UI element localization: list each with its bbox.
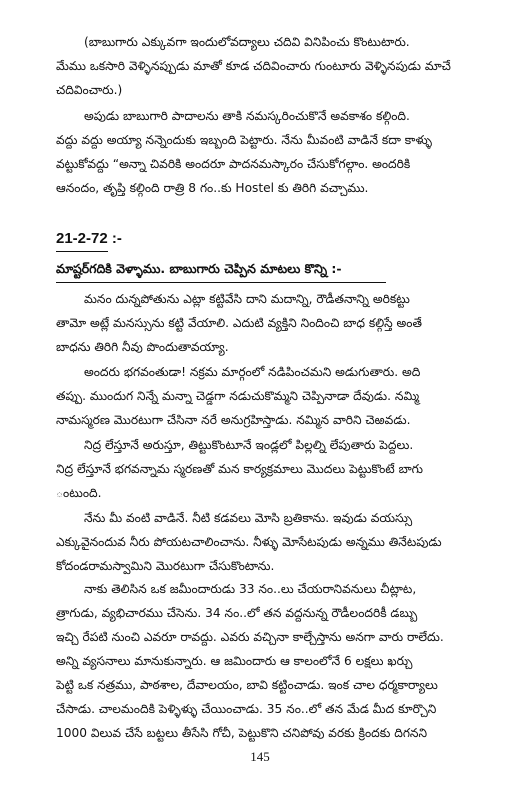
section-heading: మాష్టర్‌గదికి వెళ్ళాము. బాబుగారు చెప్పిన మాటలు కొన్ని :-: [56, 261, 342, 276]
text-line: అన్ని వ్యసనాలు మానుకున్నారు. ఆ జమిందారు ఆ కాలంలోనే 6 లక్షలు ఖర్చు: [56, 654, 413, 668]
page-number: 145: [250, 749, 270, 764]
date-underline: [56, 251, 108, 252]
text-line: అపుడు బాబుగారి పాదాలను తాకి నమస్కరించుకొనే అవకాశం కల్గింది.: [84, 109, 410, 123]
text-line: పెట్టి ఒక నత్రము, పాఠశాల, దేవాలయం, బావి కట్టించాడు. ఇంక చాల ధర్మకార్యాలు: [56, 678, 438, 692]
text-line: తామో అట్లే మనస్సును కట్టి వేయాలి. ఎదుటి వ్యక్తిని నిందించి బాధ కల్గిస్తే అంతే: [56, 316, 422, 330]
text-line: ఇచ్చి రేపటి నుంచి ఎవరూ రావద్దు. ఎవరు వచ్చినా కాల్చేస్తాను అనగా వారు రాలేదు.: [56, 630, 444, 644]
paragraph: [56, 287, 502, 359]
text-line: నిద్ర లేస్తూనే భగవన్నామ స్మరణతో మన కార్యక్రమాలు మొదలు పెట్టుకొంటే బాగు: [56, 462, 423, 476]
paragraph: [56, 104, 502, 200]
text-line: వద్దు వద్దు అయ్యా నన్నెందుకు ఇబ్బంది పెట్టారు. నేను మీవంటి వాడినే కదా కాళ్ళు: [56, 133, 433, 147]
text-line: మనం దున్నపోతును ఎట్లా కట్టివేసి దాని మదాన్ని, రౌడీతనాన్ని అరికట్టు: [84, 292, 410, 306]
text-line: చేసాడు. చాలమందికి పెళ్ళిళ్ళు చేయించాడు. 35 నం..లో తన మేడ మీద కూర్చొని: [56, 702, 437, 716]
text-line: బాధను తిరిగి నీవు పొందుతావయ్యా.: [56, 340, 229, 354]
text-line: అందరు భగవంతుడా! నక్రమ మార్గంలో నడిపించమని అడుగుతారు. అది: [84, 365, 421, 379]
paragraph: [56, 360, 502, 432]
text-line: ఆనందం, తృప్తి కల్గింది రాత్రి 8 గం..కు Hostel కు తిరిగి వచ్చాము.: [56, 181, 369, 195]
paragraph: [56, 506, 502, 578]
text-line: ఎక్కువైనందువ నీరు పోయటచాలించాను. నీళ్ళు మోసేటపుడు అన్నము తినేటపుడు: [56, 535, 442, 549]
text-line: మేము ఒకసారి వెళ్ళినప్పుడు మాతో కూడ చదివించారు గుంటూరు వెళ్ళినపుడు మాచే: [56, 59, 451, 73]
paragraph: [56, 30, 502, 102]
text-line: త్రాగుడు, వ్యభిచారము చేసెను. 34 నం..లో తన వద్దనున్న రౌడీలందరికీ డబ్బు: [56, 606, 418, 620]
paragraph: [56, 577, 502, 745]
text-line: నేను మీ వంటి వాడినే. నీటి కడవలు మోసి బ్రతికాను. ఇవుడు వయస్సు: [84, 511, 413, 525]
text-line: తప్పు. ముందుగ నిన్నే మన్నా చెడ్డగా నడుచుకొమ్మని చెప్పినాడా దేవుడు. నమ్మి: [56, 389, 420, 403]
date-heading: 21-2-72 :-: [56, 230, 122, 247]
text-line: నామస్మరణ మొరటుగా చేసినా నరే అనుగ్రహిస్తాడు. నమ్మిన వారిని చెఱవడు.: [56, 413, 411, 427]
section-underline: [56, 282, 386, 283]
text-line: చదివించారు.): [56, 83, 123, 97]
text-line: (బాబుగారు ఎక్కువగా ఇందులోవద్యాలు చదివి వినిపించు కొంటుటారు.: [84, 35, 410, 49]
text-line: వట్టుకోవద్దు “అన్నా చివరికి అందరూ పాదనమస్కారం చేసుకోగల్గాం. అందరికి: [56, 157, 411, 171]
text-line: నిద్ర లేస్తూనే అరుస్తూ, తిట్టుకొంటూనే ఇండ్లలో పిల్లల్ని లేపుతారు పెద్దలు.: [84, 438, 414, 452]
text-line: నాకు తెలిసిన ఒక జమీందారుడు 33 నం..లు చేయరానివనులు చీట్లాట,: [84, 582, 417, 596]
text-line: 1000 విలువ చేసే బట్టలు తీసేసి గోచీ, పెట్టుకొని చనిపోవు వరకు క్రిందకు దిగనని: [56, 726, 428, 740]
paragraph: [56, 433, 502, 505]
text-line: ంటుంది.: [56, 486, 102, 500]
text-line: కోదండరామస్వామిని మొరటుగా చేసుకొంటాను.: [56, 559, 275, 573]
